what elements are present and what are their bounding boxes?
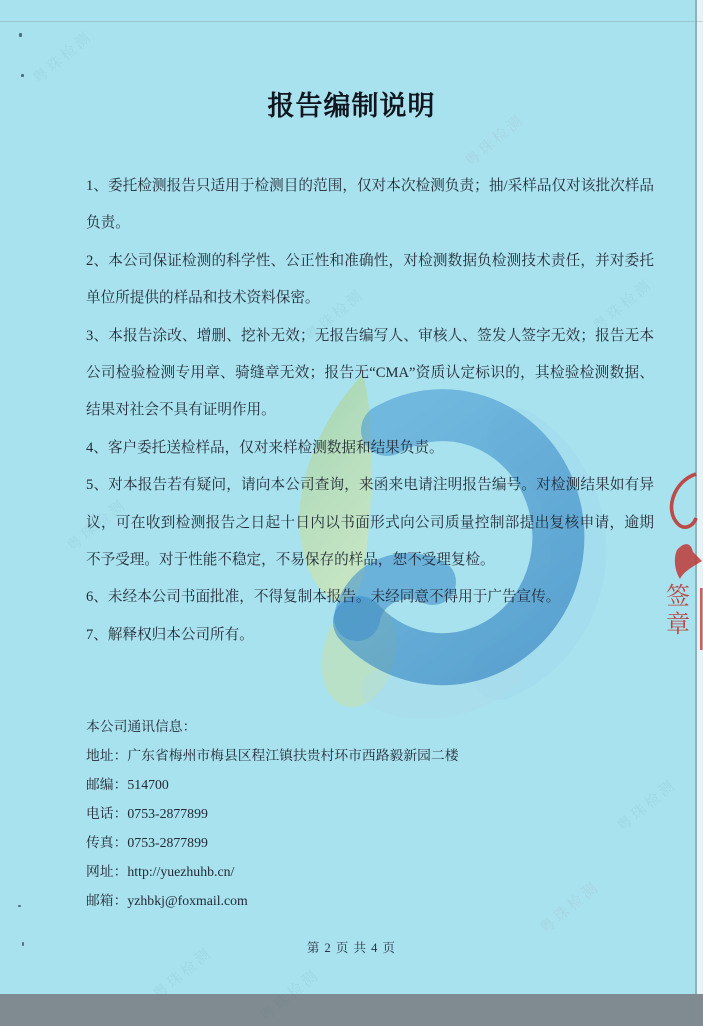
contact-website-label: 网址： [86, 864, 128, 879]
ghost-watermark-text: 粤珠检测 [301, 286, 369, 346]
contact-zip-row [86, 770, 566, 799]
seal-char-bottom: 章 [666, 612, 690, 638]
page-title: 报告编制说明 [267, 91, 436, 122]
notice-item-3: 3、本报告涂改、增删、挖补无效；无报告编写人、审核人、签发人签字无效；报告无本公司检验检测专用章、骑缝章无效；报告无“CMA”资质认定标识的，其检验检测数据、结果对社会不具有证明作用。 [86, 327, 654, 419]
notice-item-4: 4、客户委托送检样品，仅对来样检测数据和结果负责。 [86, 439, 444, 456]
notice-item-6: 6、未经本公司书面批准，不得复制本报告。未经同意不得用于广告宣传。 [86, 589, 561, 606]
contact-fax-row [86, 828, 566, 857]
contact-email-row [86, 886, 566, 915]
scan-speck [18, 905, 21, 907]
contact-zip-value: 514700 [127, 777, 169, 792]
notice-item-2: 2、本公司保证检测的科学性、公正性和准确性，对检测数据负检测技术责任，并对委托单位所提供的样品和技术资料保密。 [86, 252, 654, 307]
contact-info [86, 712, 566, 915]
notice-item-1: 1、委托检测报告只适用于检测目的范围，仅对本次检测负责；抽/采样品仅对该批次样品负责。 [86, 178, 654, 232]
ghost-watermark-text: 粤珠检测 [149, 944, 217, 1004]
red-seal-fragment [657, 466, 703, 656]
contact-fax-label: 传真： [86, 835, 128, 850]
contact-phone-value: 0753-2877899 [127, 806, 208, 821]
contact-address-label: 地址： [86, 748, 128, 763]
notice-list [86, 168, 654, 654]
scan-speck [19, 33, 22, 37]
notice-item-7: 7、解释权归本公司所有。 [86, 626, 254, 643]
scan-speck [21, 74, 24, 77]
ghost-watermark-text: 粤珠检测 [461, 111, 529, 171]
contact-address-row [86, 741, 566, 770]
contact-address-value: 广东省梅州市梅县区程江镇扶贵村环市西路毅新园二楼 [127, 748, 459, 763]
contact-email-label: 邮箱： [86, 893, 128, 908]
contact-phone-label: 电话： [86, 806, 128, 821]
contact-heading: 本公司通讯信息： [86, 719, 197, 734]
contact-email-value: yzhbkj@foxmail.com [127, 893, 248, 908]
page-number: 第 2 页 共 4 页 [306, 941, 397, 955]
notice-item-5: 5、对本报告若有疑问，请向本公司查询，来函来电请注明报告编号。对检测结果如有异议，可在收到检测报告之日起十日内以书面形式向公司质量控制部提出复核申请，逾期不予受理。对于性能不稳定，不易保存的样品，恕不受理复检。 [86, 477, 654, 569]
scan-top-line [0, 21, 703, 22]
contact-zip-label: 邮编： [86, 777, 128, 792]
ghost-watermark-text: 粤珠检测 [536, 878, 604, 938]
contact-website-row [86, 857, 566, 886]
ghost-watermark-text: 粤珠检测 [613, 776, 681, 836]
ghost-watermark-text: 粤珠检测 [29, 28, 97, 88]
ghost-watermark-text: 粤珠检测 [256, 966, 324, 1026]
seal-char-top: 签 [666, 584, 690, 610]
contact-website-value: http://yuezhuhb.cn/ [127, 864, 235, 879]
seal-edge-line [700, 588, 703, 650]
seal-arc-mark [672, 474, 696, 527]
ghost-watermark-text: 粤珠检测 [63, 496, 131, 556]
seal-brush-mark [675, 544, 702, 579]
contact-fax-value: 0753-2877899 [127, 835, 208, 850]
ghost-watermark-text: 粤珠检测 [589, 276, 657, 336]
contact-phone-row [86, 799, 566, 828]
